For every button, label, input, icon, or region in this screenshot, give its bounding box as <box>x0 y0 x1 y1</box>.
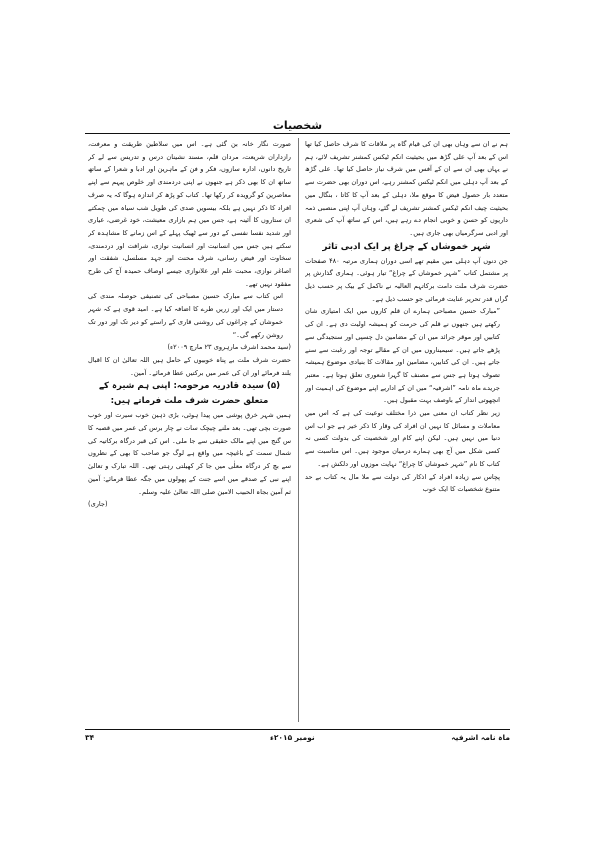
page-footer <box>85 733 510 747</box>
left-column <box>88 138 291 723</box>
paragraph: پچاس سے زیادہ افراد کے اذکار کی دولت سے ملا مال یہ کتاب بے حد متنوع شخصیات کا ایک خوب <box>305 472 500 494</box>
issue-date: نومبر ۲۰۱۵ء <box>270 733 315 742</box>
paragraph: حضرت شرف ملت بے پناہ خوبیوں کے حامل ہیں اللہ تعالیٰ ان کا اقبال بلند فرمائے اور ان کی عمر میں برکتیں عطا فرمائے۔ آمین۔ <box>88 355 291 377</box>
article-subheading: شہر خموشاں کے چراغ پر ایک ادبی تاثر <box>322 241 491 252</box>
footer-rule <box>85 729 510 730</box>
header-rule <box>85 133 510 134</box>
signature-line: (سید محمد اشرف مارہروی ۲۳ مارچ ۲۰۰۹ء) <box>167 343 291 352</box>
section-header: شخصیات <box>272 119 323 132</box>
paragraph: زیر نظر کتاب ان معنی میں ذرا مختلف نوعیت کی ہے کہ اس میں معاملات و مسائل کا نہیں ان افراد کی وقار کا ذکر خیر ہے جو اب اس دنیا میں نہیں ہیں۔ لیکن اپنے کام اور شخصیت کی بدولت کسی نہ کسی شکل میں آج بھی ہمارے درمیان موجود ہیں۔ اس مناسبت سے کتاب کا نام ”شہر خموشاں کا چراغ“ نہایت موزوں اور دلکش ہے۔ <box>305 409 500 468</box>
quoted-text: ”مبارک حسین مصباحی ہمارے ان قلم کاروں میں ایک امتیازی شان رکھتے ہیں جنھوں نے قلم کی حرمت کو ہمیشہ اولیت دی ہے۔ ان کی کتابیں اور موقر جرائد میں ان کے مضامین دل چسپی اور سنجیدگی سے پڑھے جاتے ہیں۔ سیمیناروں میں ان کے مقالے توجہ اور رغبت سے سنے جاتے ہیں۔ ان کی کتابیں، مضامین اور مقالات کا بنیادی موضوع ہمیشہ تصوف ہوتا ہے جس سے مصنف کا گہرا شعوری تعلق ہوتا ہے۔ معتبر جریدے ماہ نامہ ”اشرفیہ“ میں ان کے اداریے اپنے موضوع کی اہمیت اور انچھوتی انداز کے باوصف بہت مقبول ہیں۔ <box>305 307 500 405</box>
paragraph: صورت نگار خانہ بن گئی ہے۔ اس میں سلاطین طریقت و معرفت، رازداران شریعت، مردان قلم، مسند نشینان درس و تدریس سے لے کر تاریخ دانوں، ادارہ سازوں، فکر و فن کے ماہرین اور ادبا و شعرا کے ساتھ ساتھ ان کا بھی ذکر ہے جنھوں نے اپنی دردمندی اور خلوص پیہم سے اپنے معاصرین کو گرویدہ کر رکھا تھا۔ کتاب کو پڑھ کر اندازہ ہوگا کہ یہ صرف افراد کا ذکر نہیں ہے بلکہ بیسویں صدی کی طویل شب سیاہ میں چمکتے ان ستاروں کا آئینہ ہے، جس میں ہم بازاری معیشت، خود غرضی، عیاری اور شدید نفسا نفسی کے دور سے ٹھیک پہلے کے اس زمانے کا مشاہدہ کر سکتے ہیں جس میں انسانیت اور انسانیت نوازی، شرافت اور دردمندی، سخاوت اور فیض رسانی، شرف محنت اور جہد مسلسل، شفقت اور اصاغر نوازی، محبت علم اور علانوازی جیسے اوصاف حمیدہ آج کی طرح مفقود نہیں تھے۔ <box>88 140 291 288</box>
paragraph: اس کتاب سے مبارک حسین مصباحی کی تصنیفی حوصلہ مندی کی دستار میں ایک اور زریں طرے کا اضافہ کیا ہے۔ امید قوی ہے کہ شہر خموشاں کے چراغوں کی روشنی قاری کے راستے کو دیر تک اور دور تک روشن رکھے گی۔“ <box>88 292 283 339</box>
magazine-name: ماہ نامہ اشرفیہ <box>451 733 510 742</box>
right-column <box>305 138 508 723</box>
column-divider <box>298 138 299 722</box>
continued-note: (جاری) <box>88 500 108 509</box>
paragraph: ہم نے ان سے وہاں بھی ان کی قیام گاہ پر ملاقات کا شرف حاصل کیا تھا اس کے بعد آپ علی گڑھ میں بحیثیت انکم ٹیکس کمشنر تشریف لائے، ہم نے یہاں بھی ان سے ان کے آفس میں شرف نیاز حاصل کیا تھا۔ علی گڑھ کے بعد آپ دہلی میں انکم ٹیکس کمشنر رہے، اس دوران بھی حضرت سے متعدد بار حصول فیض کا موقع ملا، دہلی کے بعد آپ کا کاتا ، بنگال میں بحیثیت چیف انکم ٹیکس کمشنر تشریف لے گئے، وہاں آپ اپنی منصبی ذمہ داریوں کو حسن و خوبی انجام دے رہے ہیں، اس کے ساتھ آپ کی شعری اور ادبی سرگرمیاں بھی جاری ہیں۔ <box>305 140 508 237</box>
section-subheading: (۵) سیدہ قادریہ مرحومہ: اپنی ہم شیرہ کے متعلق حضرت شرف ملت فرماتے ہیں: <box>98 381 281 407</box>
page-number: ۳۴ <box>85 733 95 742</box>
paragraph: ہمیں شہر خرق پوشی میں پیدا ہوئی، بڑی ذہین خوب سیرت اور خوب صورت بچی تھی۔ بعد ملنے چیچک سات نے چار برس کی عمر میں قصبہ کا س گنج میں اپنے مالک حقیقی سے جا ملی۔ اس کی قبر درگاہ برکاتیہ کی شمال سمت کے باغیچہ میں واقع ہے لوگ جو صاحب کا بھی کے نظروں سے بچ کر درگاہ معلٰی میں جا کر کھیلتی رہتی تھی۔ اللہ تبارک و تعالیٰ اپنے نبی کے صدقے میں اسے جنت کے پھولوں میں جگہ عطا فرمائے: آمین ثم آمین بجاہ الحبیب الامین صلی اللہ تعالیٰ علیہ وسلم۔ <box>88 411 291 496</box>
paragraph: جن دنوں آپ دہلی میں مقیم تھے اسی دوران ہماری مرتبہ ۴۸۰ صفحات پر مشتمل کتاب ”شہر خموشاں کے چراغ“ تیار ہوئی۔ ہماری گذارش پر حضرت شرف ملت دامت برکاتہم العالیہ نے ناکمل کے بیک پر حسب ذیل گراں قدر تحریر عنایت فرمائی جو حسب ذیل ہے۔ <box>305 256 508 303</box>
